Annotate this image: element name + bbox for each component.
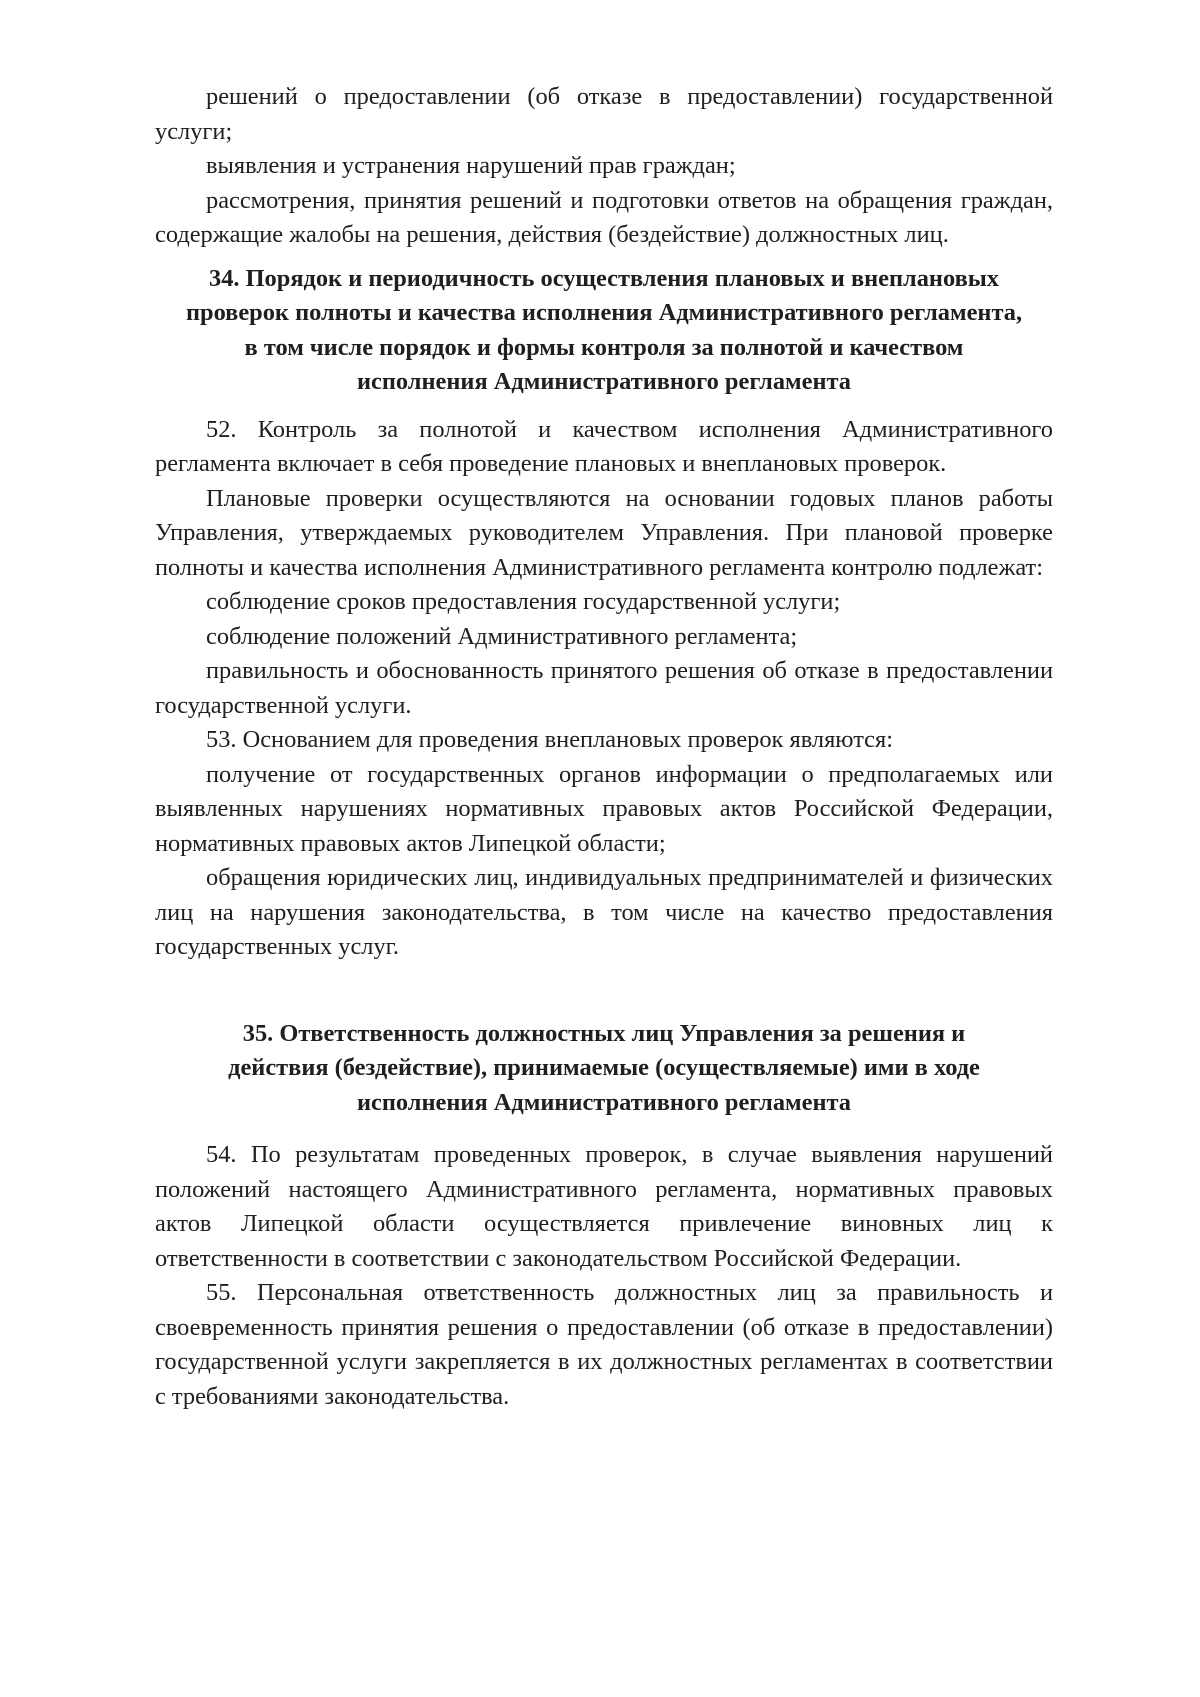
list-item-deadlines: соблюдение сроков предоставления государственной услуги;: [206, 588, 841, 615]
section-35-heading: [155, 1017, 1053, 1121]
section-34-heading: [155, 262, 1053, 400]
intro-paragraph-1: решений о предоставлении (об отказе в предоставлении) государственной услуги;: [155, 83, 1053, 145]
paragraph-52: 52. Контроль за полнотой и качеством исполнения Административного регламента включает в себя проведение плановых и внеплановых проверок.: [155, 415, 1053, 477]
section-35-heading-line: исполнения Административного регламента: [356, 1088, 852, 1116]
section-35-heading-line: действия (бездействие), принимаемые (осуществляемые) ими в ходе: [228, 1054, 980, 1081]
section-34-heading-line: проверок полноты и качества исполнения Административного регламента,: [185, 299, 1023, 326]
intro-paragraph-2: выявления и устранения нарушений прав граждан;: [206, 152, 736, 179]
paragraph-54: 54. По результатам проведенных проверок, в случае выявления нарушений положений настоящего Административного регламента, нормативных правовых актов Липецкой области осуществляется привлечение виновных лиц к ответственности в соответствии с законодательством Российской Федерации.: [155, 1141, 1053, 1272]
paragraph-53: 53. Основанием для проведения внеплановых проверок являются:: [206, 726, 893, 753]
paragraph-55: 55. Персональная ответственность должностных лиц за правильность и своевременность принятия решения о предоставлении (об отказе в предоставлении) государственной услуги закрепляется в их должностных регламентах в соответствии с требованиями законодательства.: [155, 1279, 1053, 1410]
list-item-provisions: соблюдение положений Административного регламента;: [206, 622, 798, 650]
section-34-heading-line: в том числе порядок и формы контроля за полнотой и качеством: [244, 333, 964, 361]
section-34-heading-line: 34. Порядок и периодичность осуществления плановых и внеплановых: [209, 264, 999, 292]
list-item-state-bodies-info: получение от государственных органов информации о предполагаемых или выявленных нарушениях нормативных правовых актов Российской Федерации, нормативных правовых актов Липецкой области;: [155, 760, 1053, 857]
intro-paragraph-3: рассмотрения, принятия решений и подготовки ответов на обращения граждан, содержащие жалобы на решения, действия (бездействие) должностных лиц.: [155, 186, 1053, 248]
list-item-appeals: обращения юридических лиц, индивидуальных предпринимателей и физических лиц на нарушения законодательства, в том числе на качество предоставления государственных услуг.: [155, 864, 1053, 960]
document-body: [155, 80, 1053, 1414]
section-34-heading-line: исполнения Административного регламента: [356, 368, 852, 395]
section-35-heading-line: 35. Ответственность должностных лиц Управления за решения и: [242, 1019, 966, 1047]
list-item-refusal-validity: правильность и обоснованность принятого решения об отказе в предоставлении государственной услуги.: [155, 657, 1053, 719]
paragraph-planned-checks: Плановые проверки осуществляются на основании годовых планов работы Управления, утверждаемых руководителем Управления. При плановой проверке полноты и качества исполнения Административного регламента контролю подлежат:: [155, 484, 1053, 581]
